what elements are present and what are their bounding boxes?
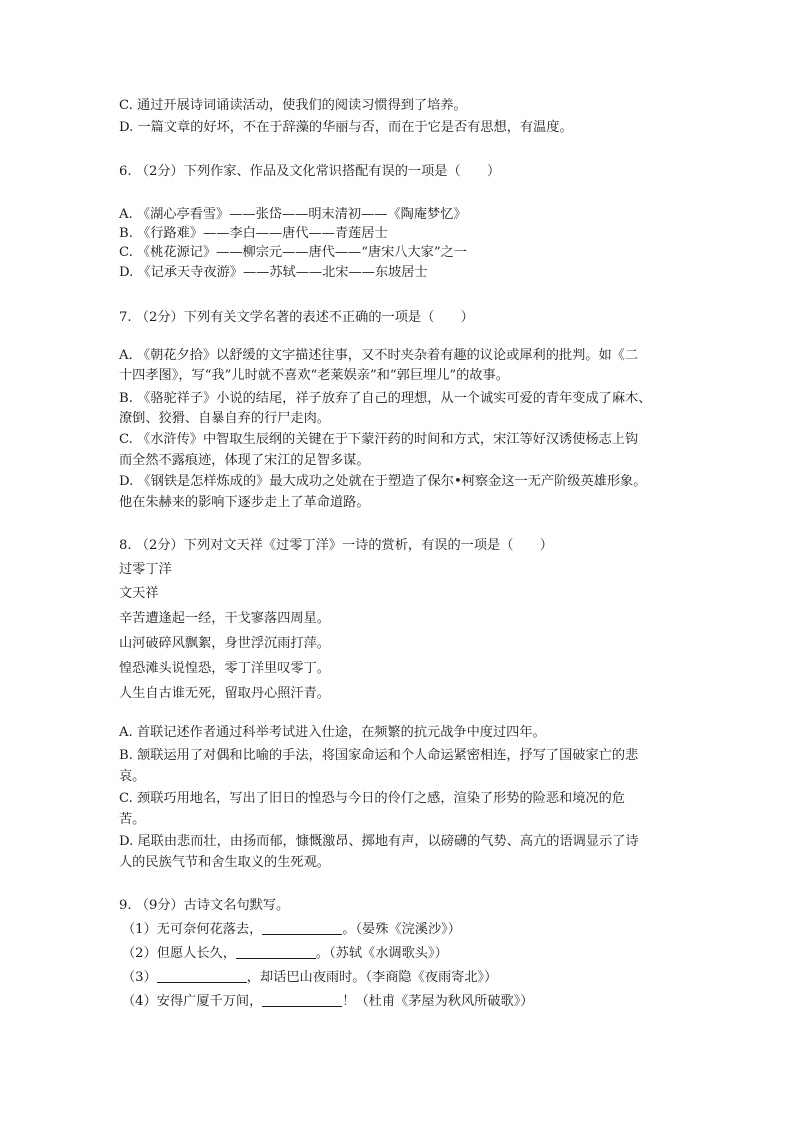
q7-line: 十四孝图》，写“我”儿时就不喜欢“老莱娱亲”和“郭巨埋儿”的故事。 [119, 368, 509, 383]
q9-item-after: ，却话巴山夜雨时。（李商隐《夜雨寄北》） [246, 970, 498, 985]
q6-option-d: D. 《记承天寺夜游》——苏轼——北宋——东坡居士 [119, 265, 428, 280]
q7-line: 他在朱赫来的影响下逐步走上了革命道路。 [119, 495, 370, 510]
q9-item [122, 944, 702, 964]
q9-item-before: （3） [122, 970, 157, 985]
q6-option-a: A. 《湖心亭看雪》——张岱——明末清初——《陶庵梦忆》 [119, 207, 467, 222]
poem-line: 山河破碎风飘絮，身世浮沉雨打萍。 [119, 636, 330, 651]
answer-blank[interactable] [262, 920, 342, 935]
q8-line: A. 首联记述作者通过科举考试进入仕途，在频繁的抗元战争中度过四年。 [119, 725, 546, 740]
q9-item [122, 992, 702, 1012]
answer-blank[interactable] [157, 968, 247, 983]
q6-option-b: B. 《行路难》——李白——唐代——青莲居士 [119, 226, 388, 241]
q7-line: 潦倒、狡猾、自暴自弃的行尸走肉。 [119, 411, 330, 426]
q5-option-d: D. 一篇文章的好坏，不在于辞藻的华丽与否，而在于它是否有思想，有温度。 [119, 120, 573, 135]
q9-item-after: 。（晏殊《浣溪沙》） [342, 922, 461, 937]
q9-item-after: 。（苏轼《水调歌头》） [315, 946, 448, 961]
q5-option-c: C. 通过开展诗词诵读活动，使我们的阅读习惯得到了培养。 [119, 98, 467, 113]
q7-line: A. 《朝花夕拾》以舒缓的文字描述往事，又不时夹杂着有趣的议论或犀利的批判。如《二 [119, 348, 639, 363]
q8-line: C. 颈联巧用地名，写出了旧日的惶恐与今日的伶仃之感，渲染了形势的险恶和境况的危 [119, 791, 625, 806]
poem-title: 过零丁洋 [119, 562, 172, 577]
poem-line: 惶恐滩头说惶恐，零丁洋里叹零丁。 [119, 661, 330, 676]
q9-item-after: ！（杜甫《茅屋为秋风所破歌》） [342, 994, 534, 1009]
q8-line: D. 尾联由悲而壮，由扬而郁，慷慨激昂、掷地有声，以磅礴的气势、高亢的语调显示了诗 [119, 834, 639, 849]
q8-line: B. 颔联运用了对偶和比喻的手法，将国家命运和个人命运紧密相连，抒写了国破家亡的悲 [119, 748, 639, 763]
q6-option-c: C. 《桃花源记》——柳宗元——唐代——“唐宋八大家”之一 [119, 245, 467, 260]
q7-line: C. 《水浒传》中智取生辰纲的关键在于下蒙汗药的时间和方式，宋江等好汉诱使杨志上钩 [119, 432, 639, 447]
q8-line: 哀。 [119, 769, 146, 784]
answer-blank[interactable] [236, 944, 316, 959]
q8-line: 人的民族气节和舍生取义的生死观。 [119, 855, 330, 870]
q9-item [122, 968, 702, 988]
q9-item-before: （1）无可奈何花落去， [122, 922, 263, 937]
q7-stem: 7. （2分）下列有关文学名著的表述不正确的一项是（ ） [119, 310, 474, 325]
q7-line: D. 《钢铁是怎样炼成的》最大成功之处就在于塑造了保尔•柯察金这一无产阶级英雄形象。 [119, 474, 647, 489]
q9-item-before: （4）安得广厦千万间， [122, 994, 263, 1009]
q7-line: B. 《骆驼祥子》小说的结尾，祥子放弃了自己的理想，从一个诚实可爱的青年变成了麻木、 [119, 391, 652, 406]
answer-blank[interactable] [262, 992, 342, 1007]
q9-item-before: （2）但愿人长久， [122, 946, 236, 961]
q7-line: 而全然不露痕迹，体现了宋江的足智多谋。 [119, 453, 370, 468]
q6-stem: 6. （2分）下列作家、作品及文化常识搭配有误的一项是（ ） [119, 164, 501, 179]
q9-item [122, 920, 702, 940]
poem-line: 辛苦遭逢起一经，干戈寥落四周星。 [119, 611, 330, 626]
q8-line: 苦。 [119, 812, 146, 827]
poem-author: 文天祥 [119, 586, 159, 601]
q8-stem: 8. （2分）下列对文天祥《过零丁洋》一诗的赏析，有误的一项是（ ） [119, 538, 553, 553]
q9-stem: 9. （9分）古诗文名句默写。 [119, 898, 290, 913]
poem-line: 人生自古谁无死，留取丹心照汗青。 [119, 686, 330, 701]
